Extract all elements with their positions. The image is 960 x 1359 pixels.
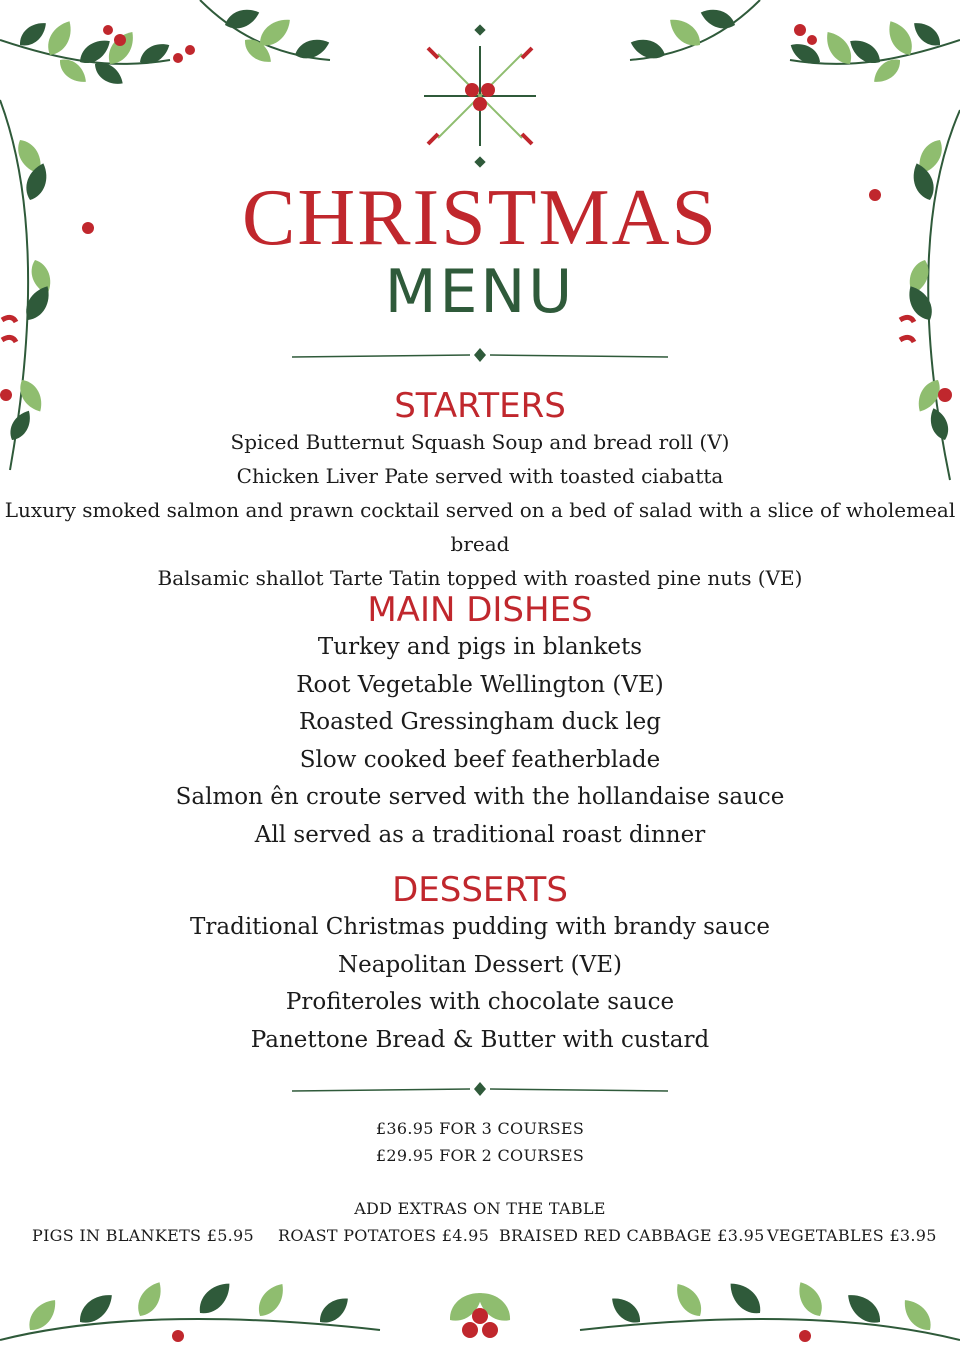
menu-title-menu: MENU — [384, 257, 576, 327]
main-item: All served as a traditional roast dinner — [254, 821, 706, 848]
starter-item: bread — [450, 532, 510, 556]
starter-item: Luxury smoked salmon and prawn cocktail served on a bed of salad with a slice of wholemeal — [4, 498, 956, 522]
starter-item: Spiced Butternut Squash Soup and bread roll (V) — [230, 430, 730, 454]
starters-list — [0, 425, 960, 595]
divider-top — [292, 348, 668, 362]
extra-item: VEGETABLES £3.95 — [767, 1226, 937, 1245]
extra-item: PIGS IN BLANKETS £5.95 — [32, 1226, 255, 1245]
price-two-courses: £29.95 FOR 2 COURSES — [375, 1146, 585, 1165]
divider-bottom — [292, 1082, 668, 1096]
price-three-courses: £36.95 FOR 3 COURSES — [375, 1119, 585, 1138]
main-item: Root Vegetable Wellington (VE) — [296, 671, 664, 698]
starter-item: Balsamic shallot Tarte Tatin topped with roasted pine nuts (VE) — [157, 566, 803, 590]
desserts-heading: DESSERTS — [392, 870, 568, 910]
main-item: Roasted Gressingham duck leg — [298, 709, 662, 736]
extras-heading: ADD EXTRAS ON THE TABLE — [354, 1199, 606, 1218]
desserts-list — [0, 909, 960, 1059]
main-item: Slow cooked beef featherblade — [299, 746, 661, 773]
dessert-item: Neapolitan Dessert (VE) — [338, 951, 622, 978]
menu-title-christmas: CHRISTMAS — [242, 174, 718, 262]
top-left-branch — [0, 0, 332, 90]
main-item: Salmon ên croute served with the hollandaise sauce — [175, 784, 785, 811]
snowflake-ornament — [424, 24, 536, 167]
top-right-branch — [628, 0, 960, 88]
bottom-foliage — [0, 1277, 960, 1342]
mains-heading: MAIN DISHES — [367, 590, 593, 630]
main-item: Turkey and pigs in blankets — [317, 634, 643, 660]
extra-item: BRAISED RED CABBAGE £3.95 — [499, 1226, 765, 1245]
extra-item: ROAST POTATOES £4.95 — [278, 1226, 490, 1245]
starters-heading: STARTERS — [394, 386, 566, 426]
pricing — [0, 1115, 960, 1169]
dessert-item: Traditional Christmas pudding with brandy sauce — [190, 914, 770, 940]
dessert-item: Profiteroles with chocolate sauce — [285, 989, 675, 1016]
dessert-item: Panettone Bread & Butter with custard — [250, 1026, 710, 1053]
mains-list — [0, 629, 960, 855]
starter-item: Chicken Liver Pate served with toasted ciabatta — [236, 464, 724, 488]
